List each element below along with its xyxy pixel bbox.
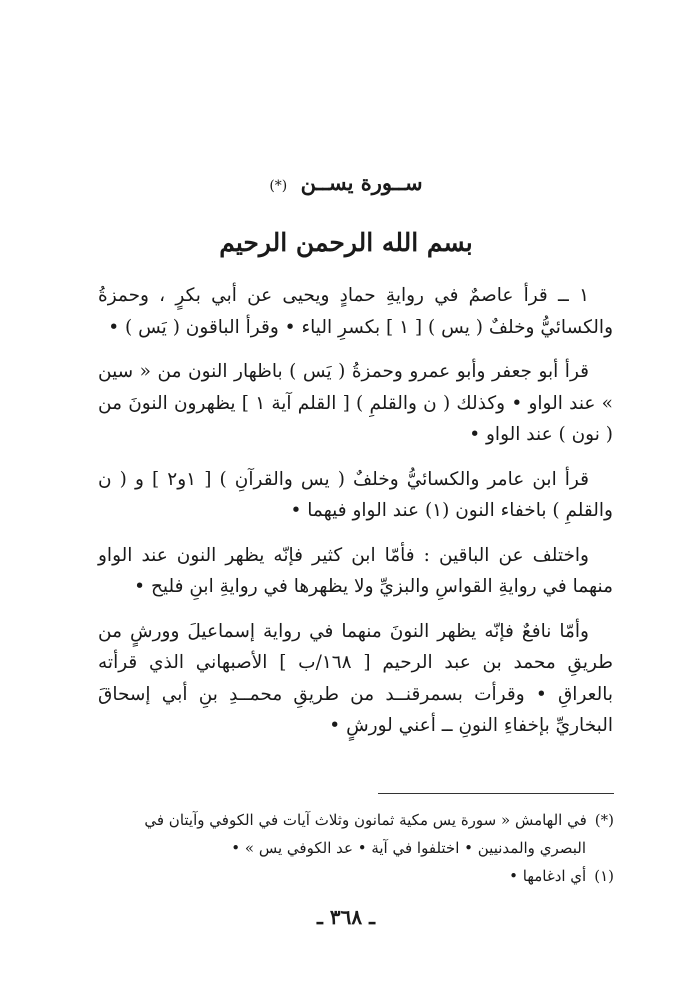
footnote-star-text-line1: في الهامش « سورة يس مكية ثمانون وثلاث آيات في الكوفي وآيتان في (144, 811, 587, 829)
main-text (98, 280, 613, 755)
footnote-divider (378, 793, 614, 794)
footnote-one-text: أي ادغامها • (509, 867, 587, 885)
paragraph-4: واختلف عن الباقين : فأمّا ابن كثير فإنّه يظهر النون عند الواو منهما في روايةِ القواسِ والبزيِّ ولا يظهرها في روايةِ ابنِ فليح • (98, 544, 613, 597)
paragraph-3: قرأ ابن عامر والكسائيُّ وخلفٌ ( يس والقرآنِ ) [ ١و٢ ] و ( ن والقلمِ ) باخفاء النون (١) عند الواو فيهما • (98, 468, 613, 521)
paragraph-1: ١ ــ قرأ عاصمٌ في روايةِ حمادٍ ويحيى عن أبي بكرٍ ، وحمزةُ والكسائيُّ وخلفٌ ( يس ) [ ١ ] بكسرِ الياء • وقرأ الباقون ( يَس ) • (98, 285, 613, 338)
surah-title (0, 170, 692, 195)
footnote-star (92, 806, 614, 834)
footnote-one (92, 862, 614, 890)
paragraph-2: قرأ أبو جعفر وأبو عمرو وحمزةُ ( يَس ) باظهار النون من « سين » عند الواو • وكذلك ( ن والقلمِ ) [ القلم آية ١ ] يظهرون النونَ من ( نون ) عند الواو • (98, 361, 613, 445)
page-number: ـ ٣٦٨ ـ (317, 905, 375, 929)
footnote-star-marker: (*) (594, 811, 614, 829)
title-footnote-marker: (*) (269, 178, 288, 194)
surah-title-text: ســورة يســن (300, 170, 423, 195)
basmala: بسم الله الرحمن الرحيم (219, 228, 473, 257)
paragraph-5: وأمّا نافعٌ فإنّه يظهر النونَ منهما في رواية إسماعيلَ وورشٍ من طريقِ محمد بن عبد الرحيم [ ١٦٨/ب ] الأصبهاني الذي قرأته بالعراقِ • وقرأت بسمرقنــد من طريقِ محمــدِ بنِ أبي إسحاقَ البخاريِّ بإخفاءِ النونِ ــ أعني لورشٍ • (98, 620, 613, 736)
footnote-one-marker: (١) (594, 867, 614, 885)
footnotes (92, 806, 614, 890)
footnote-star-continuation: البصري والمدنيين • اختلفوا في آية • عد الكوفي يس » • (231, 839, 586, 857)
